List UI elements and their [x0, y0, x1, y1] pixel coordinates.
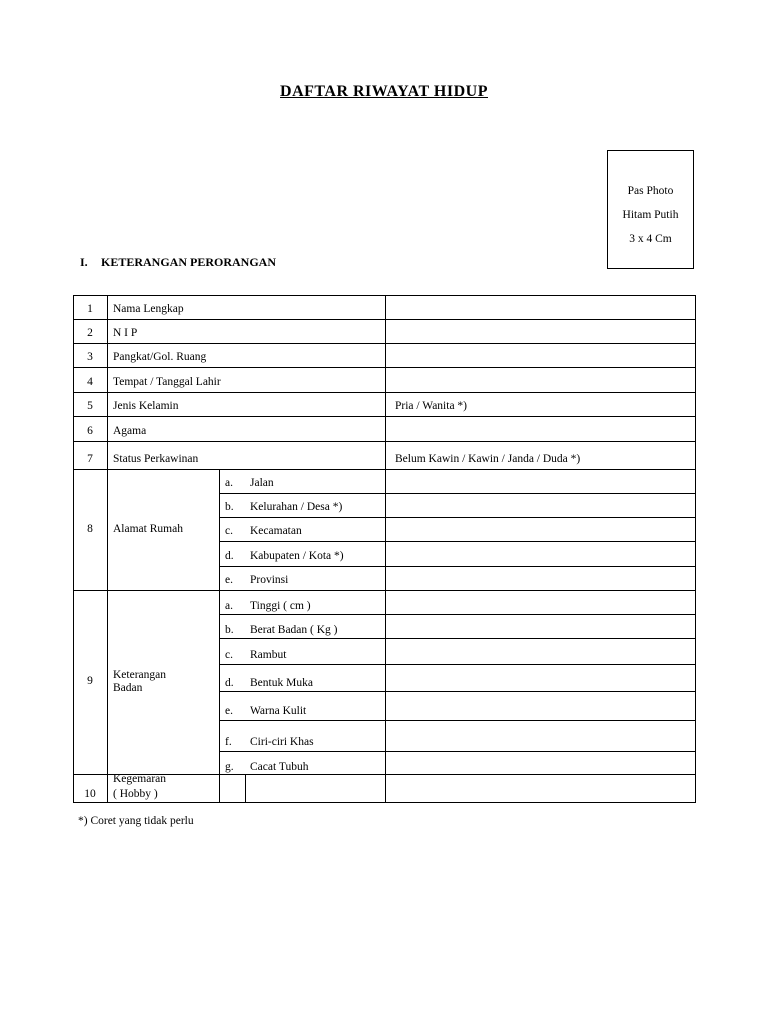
field-label: N I P	[113, 327, 138, 339]
field-input-cell[interactable]	[386, 320, 695, 343]
row-number: 6	[87, 425, 93, 437]
field-label: Nama Lengkap	[113, 303, 184, 315]
field-label: Keterangan	[113, 669, 166, 681]
row-number: 7	[87, 453, 93, 465]
address-input-cell[interactable]	[386, 518, 695, 541]
section-number: I.	[80, 255, 88, 269]
field-input-cell[interactable]	[386, 417, 695, 441]
table-border-left	[73, 295, 74, 803]
photo-placeholder-box	[607, 150, 694, 269]
sub-letter: e.	[225, 705, 233, 717]
sub-label: Provinsi	[250, 574, 289, 586]
row-number: 10	[84, 788, 96, 800]
photo-label-line2: Hitam Putih	[622, 209, 679, 221]
field-label: Kegemaran	[113, 773, 166, 785]
field-label: Status Perkawinan	[113, 453, 199, 465]
field-label: Alamat Rumah	[113, 523, 183, 535]
hobby-input-cell[interactable]	[386, 775, 695, 802]
photo-label-line1: Pas Photo	[627, 185, 674, 197]
sub-letter: b.	[225, 501, 234, 513]
personal-info-table	[73, 295, 696, 803]
field-label: Badan	[113, 682, 143, 694]
row-number: 8	[87, 523, 93, 535]
sub-letter: f.	[225, 736, 232, 748]
sub-label: Warna Kulit	[250, 705, 307, 717]
sub-letter: c.	[225, 525, 233, 537]
row-number: 2	[87, 327, 93, 339]
field-value: Belum Kawin / Kawin / Janda / Duda *)	[395, 453, 581, 465]
section-heading	[80, 255, 276, 270]
column-divider-label	[219, 469, 220, 803]
field-label: Agama	[113, 425, 147, 437]
sub-letter: c.	[225, 649, 233, 661]
body-input-cell[interactable]	[386, 665, 695, 691]
section-title: KETERANGAN PERORANGAN	[101, 255, 277, 269]
body-input-cell[interactable]	[386, 615, 695, 638]
body-input-cell[interactable]	[386, 639, 695, 664]
field-label: Tempat / Tanggal Lahir	[113, 376, 221, 388]
sub-letter: g.	[225, 761, 234, 773]
address-input-cell[interactable]	[386, 567, 695, 590]
footnote: *) Coret yang tidak perlu	[78, 815, 194, 827]
field-input-cell[interactable]	[386, 442, 695, 469]
field-input-cell[interactable]	[386, 344, 695, 367]
field-value: Pria / Wanita *)	[395, 400, 467, 412]
sub-letter: b.	[225, 624, 234, 636]
sub-letter: d.	[225, 677, 234, 689]
sub-label: Kelurahan / Desa *)	[250, 501, 343, 513]
address-input-cell[interactable]	[386, 542, 695, 566]
sub-label: Tinggi ( cm )	[250, 600, 311, 612]
body-input-cell[interactable]	[386, 692, 695, 720]
row-number: 4	[87, 376, 93, 388]
sub-letter: a.	[225, 477, 233, 489]
sub-letter: e.	[225, 574, 233, 586]
sub-label: Cacat Tubuh	[250, 761, 309, 773]
row-number: 1	[87, 303, 93, 315]
sub-label: Berat Badan ( Kg )	[250, 624, 338, 636]
row-number: 3	[87, 351, 93, 363]
sub-label: Ciri-ciri Khas	[250, 736, 314, 748]
column-divider-letter	[245, 774, 246, 803]
row-number: 9	[87, 675, 93, 687]
document-title: DAFTAR RIWAYAT HIDUP	[280, 83, 488, 100]
field-input-cell[interactable]	[386, 368, 695, 392]
field-input-cell[interactable]	[386, 296, 695, 319]
sub-letter: a.	[225, 600, 233, 612]
photo-label-line3: 3 x 4 Cm	[629, 233, 672, 245]
field-input-cell[interactable]	[386, 393, 695, 416]
field-label: ( Hobby )	[113, 788, 158, 800]
sub-label: Kabupaten / Kota *)	[250, 550, 344, 562]
sub-label: Jalan	[250, 477, 274, 489]
sub-label: Rambut	[250, 649, 287, 661]
row-number: 5	[87, 400, 93, 412]
address-input-cell[interactable]	[386, 494, 695, 517]
sub-label: Kecamatan	[250, 525, 302, 537]
body-input-cell[interactable]	[386, 752, 695, 774]
body-input-cell[interactable]	[386, 721, 695, 751]
column-divider-number	[107, 295, 108, 803]
address-input-cell[interactable]	[386, 470, 695, 493]
sub-letter: d.	[225, 550, 234, 562]
field-label: Jenis Kelamin	[113, 400, 179, 412]
sub-label: Bentuk Muka	[250, 677, 313, 689]
table-border-right	[695, 295, 696, 803]
field-label: Pangkat/Gol. Ruang	[113, 351, 207, 363]
body-input-cell[interactable]	[386, 591, 695, 614]
